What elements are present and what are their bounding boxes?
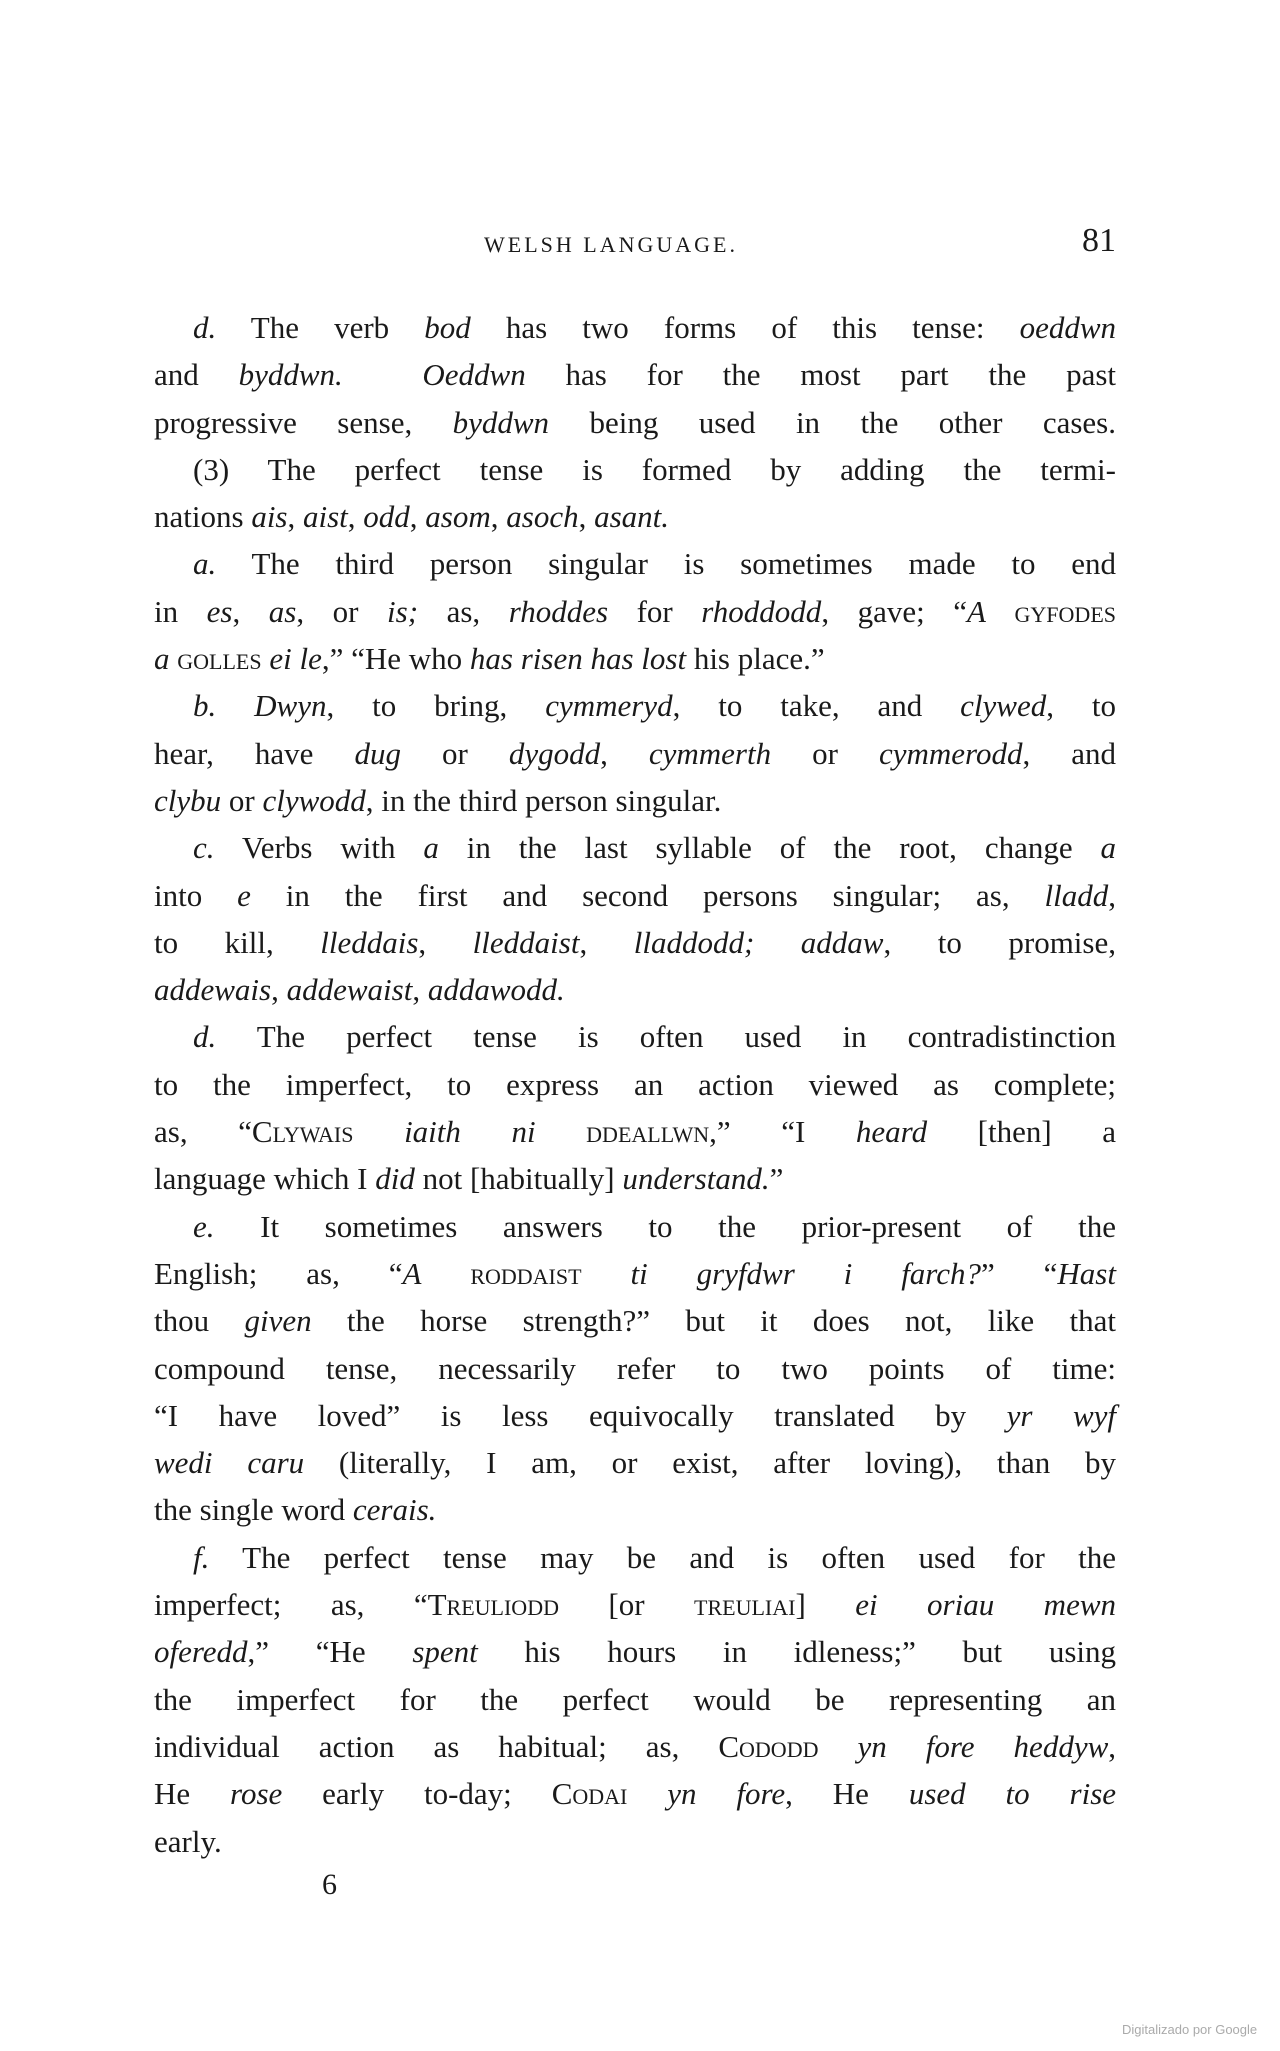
- text-line: [154, 588, 1116, 635]
- text-run: ,: [1108, 1728, 1117, 1764]
- italic-text: a: [1100, 830, 1116, 866]
- italic-text: clybu: [154, 782, 222, 818]
- text-line: [154, 1770, 1116, 1817]
- text-line: [154, 1297, 1116, 1344]
- text-run: in: [154, 593, 207, 629]
- small-caps-text: roddaist: [421, 1255, 631, 1291]
- italic-text: asant.: [594, 499, 670, 535]
- text-run: , to promise,: [883, 924, 1116, 960]
- italic-text: a.: [193, 546, 217, 582]
- small-caps-text: Treuliodd: [427, 1587, 559, 1623]
- text-line: [154, 1345, 1116, 1392]
- text-run: English; as, “: [154, 1255, 403, 1291]
- text-run: [or: [558, 1587, 695, 1623]
- text-line: [154, 493, 1116, 540]
- text-line: [154, 635, 1116, 682]
- text-run: He: [154, 1776, 231, 1812]
- text-run: in the last syllable of the root, change: [438, 830, 1101, 866]
- text-run: [627, 1776, 667, 1811]
- text-run: (literally, I am, or exist, after loving), than by: [304, 1445, 1116, 1481]
- italic-text: given: [244, 1303, 312, 1339]
- text-line: [154, 1534, 1116, 1581]
- italic-text: c.: [193, 830, 215, 866]
- text-run: (3) The perfect tense is formed by adding the termi-: [193, 451, 1116, 487]
- text-run: [754, 925, 801, 960]
- running-title: WELSH LANGUAGE.: [484, 232, 738, 257]
- italic-text: oeddwn: [1019, 310, 1116, 345]
- page-body-text: [154, 304, 1116, 1865]
- text-line: [154, 304, 1116, 351]
- italic-text: asoch: [506, 499, 579, 535]
- italic-text: lladd: [1044, 877, 1109, 913]
- text-line: [154, 1013, 1116, 1060]
- italic-text: cymmerodd: [879, 735, 1023, 771]
- italic-text: did: [375, 1161, 415, 1197]
- digitization-credit: Digitalizado por Google: [1122, 2022, 1258, 2037]
- text-run: or: [221, 782, 263, 818]
- italic-text: addewaist: [286, 972, 413, 1008]
- text-run: ,: [347, 499, 364, 535]
- italic-text: es: [206, 593, 233, 629]
- text-line: [154, 1155, 1116, 1202]
- italic-text: heard: [855, 1114, 928, 1150]
- small-caps-text: Codai: [551, 1776, 628, 1812]
- text-run: progressive sense,: [154, 404, 453, 440]
- text-line: [154, 1108, 1116, 1155]
- italic-text: byddwn: [452, 404, 550, 440]
- italic-text: clywed: [960, 688, 1047, 724]
- text-run: has for the most part the past: [525, 357, 1117, 393]
- italic-text: cymmeryd: [545, 688, 673, 724]
- italic-text: iaith ni: [404, 1114, 536, 1150]
- italic-text: ei oriau mewn: [855, 1587, 1116, 1623]
- text-run: ,: [418, 924, 473, 960]
- text-line: [154, 1250, 1116, 1297]
- text-line: [154, 682, 1116, 729]
- text-run: ” “: [980, 1255, 1058, 1291]
- text-run: ,: [287, 499, 303, 535]
- text-run: “I have loved” is less equivocally translated by: [154, 1397, 1007, 1433]
- text-run: ,” “I: [709, 1114, 856, 1150]
- italic-text: addawodd.: [427, 972, 565, 1008]
- small-caps-text: Cododd: [718, 1728, 819, 1764]
- italic-text: a: [154, 641, 170, 677]
- text-run: early to-day;: [282, 1776, 552, 1812]
- text-run: the horse strength?” but it does not, like that: [311, 1303, 1116, 1339]
- text-run: ,” “He who: [321, 641, 470, 677]
- text-run: [818, 1729, 857, 1764]
- italic-text: dug: [354, 735, 401, 771]
- text-run: as,: [418, 593, 509, 629]
- text-line: [154, 1581, 1116, 1628]
- text-run: not [habitually]: [414, 1161, 623, 1197]
- italic-text: lleddais: [320, 924, 419, 960]
- italic-text: cymmerth: [648, 735, 772, 771]
- text-line: [154, 1061, 1116, 1108]
- text-run: the single word: [154, 1492, 353, 1528]
- text-run: The verb: [216, 310, 425, 345]
- text-run: or: [771, 735, 879, 771]
- text-run: , He: [785, 1776, 909, 1812]
- italic-text: f.: [193, 1539, 210, 1575]
- text-run: in the first and second persons singular; as,: [250, 877, 1045, 913]
- text-run: language which I: [154, 1161, 376, 1197]
- italic-text: yr wyf: [1006, 1397, 1117, 1433]
- text-run: individual action as habitual; as,: [154, 1728, 719, 1764]
- italic-text: e.: [193, 1208, 215, 1244]
- italic-text: b.: [193, 688, 217, 724]
- small-caps-text: Clywais: [251, 1114, 354, 1150]
- text-run: ,: [1108, 877, 1116, 913]
- text-line: [154, 730, 1116, 777]
- text-run: nations: [154, 499, 252, 535]
- text-run: , to bring,: [326, 688, 546, 724]
- italic-text: rhoddodd: [701, 593, 822, 629]
- text-line: [154, 1203, 1116, 1250]
- text-line: [154, 777, 1116, 824]
- text-run: his place.”: [686, 641, 825, 677]
- text-run: his hours in idleness;” but using: [477, 1634, 1116, 1670]
- text-run: as, “: [154, 1114, 252, 1150]
- text-run: to kill,: [154, 924, 321, 960]
- text-run: ,: [579, 924, 634, 960]
- italic-text: Oeddwn: [422, 357, 526, 393]
- text-run: ,: [490, 499, 507, 535]
- text-line: [154, 446, 1116, 493]
- italic-text: yn fore heddyw: [857, 1728, 1109, 1764]
- text-run: and: [154, 357, 239, 393]
- italic-text: d.: [193, 310, 217, 345]
- italic-text: as: [268, 593, 297, 629]
- italic-text: ais: [251, 499, 288, 535]
- text-run: ”: [769, 1161, 784, 1197]
- text-line: [154, 966, 1116, 1013]
- text-run: hear, have: [154, 735, 355, 771]
- text-run: ]: [795, 1587, 856, 1623]
- text-line: [154, 872, 1116, 919]
- text-line: [154, 399, 1116, 446]
- italic-text: addaw: [800, 924, 884, 960]
- text-line: [154, 1439, 1116, 1486]
- text-run: The perfect tense is often used in contradistinction: [216, 1019, 1116, 1055]
- text-run: imperfect; as, “: [154, 1587, 428, 1623]
- text-run: [then] a: [927, 1114, 1117, 1150]
- italic-text: lleddaist: [472, 924, 580, 960]
- italic-text: rhoddes: [508, 593, 609, 629]
- italic-text: Hast: [1057, 1255, 1116, 1291]
- text-run: into: [154, 877, 238, 913]
- text-line: [154, 919, 1116, 966]
- italic-text: used to rise: [908, 1776, 1117, 1812]
- text-run: ,: [412, 972, 428, 1008]
- text-run: [353, 1114, 404, 1149]
- text-line: [154, 1723, 1116, 1770]
- text-run: It sometimes answers to the prior-present of the: [214, 1208, 1116, 1244]
- italic-text: spent: [412, 1634, 478, 1670]
- text-line: [154, 1628, 1116, 1675]
- italic-text: asom: [425, 499, 491, 535]
- text-run: The perfect tense may be and is often used for the: [209, 1539, 1116, 1575]
- italic-text: cerais.: [352, 1492, 437, 1528]
- text-run: ,” “He: [247, 1634, 413, 1670]
- text-run: ,: [271, 972, 287, 1008]
- text-run: ,: [600, 735, 649, 771]
- text-line: [154, 824, 1116, 871]
- italic-text: is;: [387, 593, 419, 629]
- text-line: [154, 1392, 1116, 1439]
- italic-text: odd: [363, 499, 410, 535]
- text-line: [154, 1818, 1116, 1865]
- text-line: [154, 1676, 1116, 1723]
- italic-text: a: [423, 830, 439, 866]
- text-run: thou: [154, 1303, 245, 1339]
- text-line: [154, 351, 1116, 398]
- italic-text: aist: [303, 499, 348, 535]
- text-run: ,: [409, 499, 426, 535]
- text-run: Verbs with: [214, 830, 424, 866]
- text-run: [216, 688, 254, 723]
- italic-text: has risen has lost: [469, 641, 687, 677]
- text-run: , gave; “: [821, 593, 968, 629]
- text-run: , and: [1022, 735, 1117, 771]
- text-run: ,: [232, 593, 269, 629]
- text-run: , to: [1046, 688, 1116, 724]
- text-line: [154, 1486, 1116, 1533]
- italic-text: bod: [424, 310, 471, 345]
- text-run: , in the third person singular.: [365, 782, 722, 818]
- text-run: for: [608, 593, 702, 629]
- text-run: has two forms of this tense:: [470, 310, 1020, 345]
- page-number: 81: [1082, 222, 1116, 259]
- italic-text: oferedd: [154, 1634, 248, 1670]
- small-caps-text: gyfodes: [985, 593, 1116, 629]
- page-header: [154, 222, 1116, 262]
- small-caps-text: golles: [169, 641, 270, 677]
- italic-text: understand.: [622, 1161, 770, 1197]
- small-caps-text: ddeallwn: [535, 1114, 710, 1150]
- italic-text: d.: [193, 1019, 217, 1055]
- italic-text: ei le: [269, 641, 322, 677]
- text-run: The third person singular is sometimes made to end: [216, 546, 1116, 582]
- text-run: early.: [154, 1823, 222, 1859]
- text-run: to the imperfect, to express an action viewed as complete;: [154, 1066, 1116, 1102]
- text-run: [343, 357, 423, 392]
- italic-text: yn fore: [667, 1776, 786, 1812]
- text-run: , to take, and: [672, 688, 961, 724]
- italic-text: byddwn.: [238, 357, 343, 393]
- italic-text: dygodd: [508, 735, 601, 771]
- italic-text: A: [402, 1255, 422, 1291]
- italic-text: clywodd: [262, 782, 366, 818]
- signature-mark: 6: [322, 1868, 337, 1901]
- text-run: ,: [578, 499, 595, 535]
- text-run: or: [400, 735, 509, 771]
- text-line: [154, 540, 1116, 587]
- italic-text: ti gryfdwr i farch?: [630, 1255, 981, 1291]
- text-run: , or: [296, 593, 388, 629]
- text-run: the imperfect for the perfect would be representing an: [154, 1681, 1116, 1717]
- text-run: being used in the other cases.: [549, 404, 1116, 440]
- italic-text: e: [237, 877, 251, 913]
- italic-text: lladdodd;: [633, 924, 755, 960]
- italic-text: A: [967, 593, 986, 629]
- italic-text: wedi caru: [154, 1445, 305, 1481]
- italic-text: rose: [230, 1776, 283, 1812]
- italic-text: Dwyn: [254, 688, 327, 724]
- text-run: compound tense, necessarily refer to two points of time:: [154, 1350, 1116, 1386]
- small-caps-text: treuliai: [694, 1587, 796, 1623]
- italic-text: addewais: [154, 972, 272, 1008]
